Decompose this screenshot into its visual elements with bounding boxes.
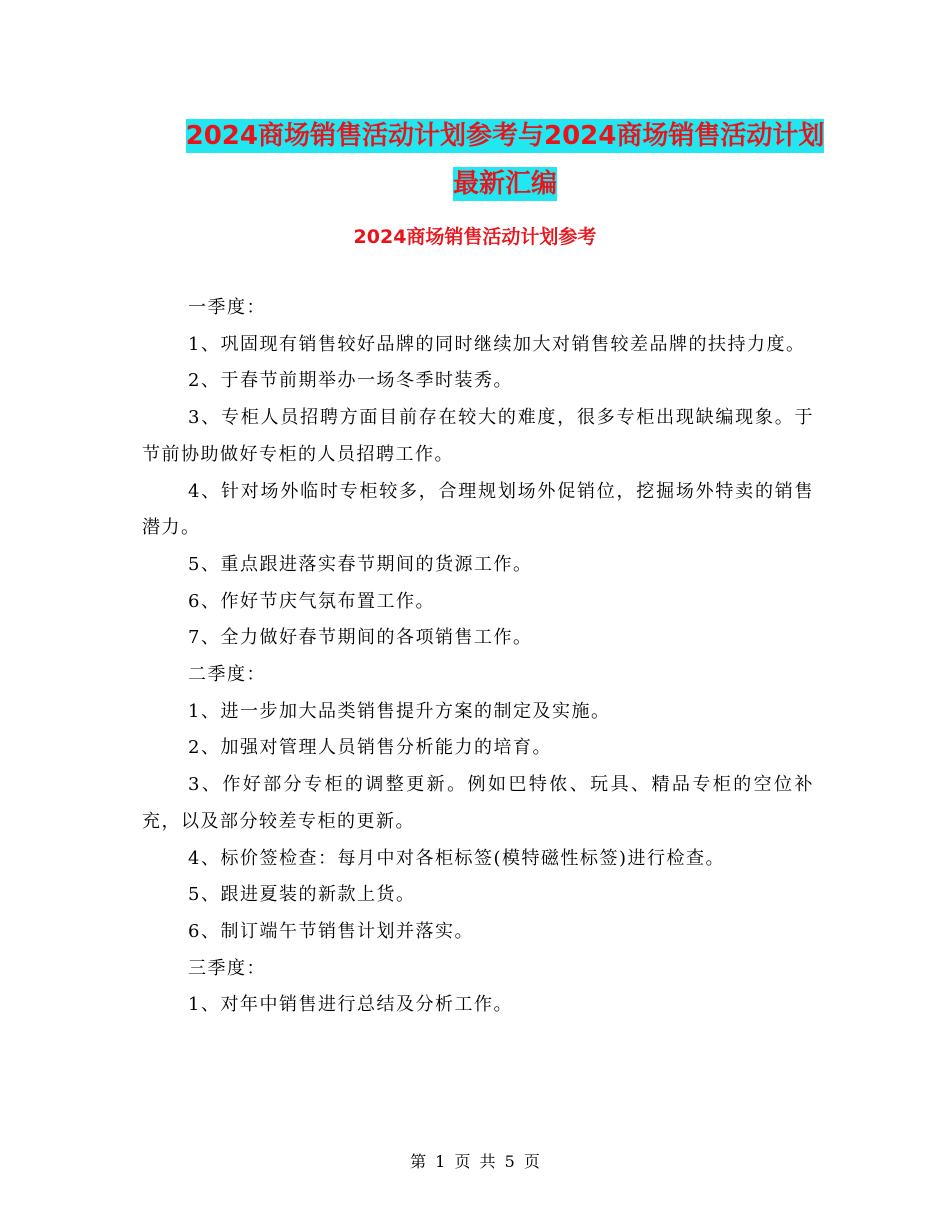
paragraph: 4、标价签检查：每月中对各柜标签(模特磁性标签)进行检查。	[188, 847, 725, 869]
section-title: 2024商场销售活动计划参考	[353, 226, 597, 248]
paragraph: 6、制订端午节销售计划并落实。	[188, 920, 474, 942]
paragraph: 一季度：	[188, 297, 266, 318]
document-title-line-2: 最新汇编	[452, 169, 557, 199]
paragraph: 1、对年中销售进行总结及分析工作。	[188, 994, 513, 1016]
paragraph: 6、作好节庆气氛布置工作。	[188, 590, 435, 612]
paragraph: 7、全力做好春节期间的各项销售工作。	[188, 627, 533, 649]
paragraph: 1、进一步加大品类销售提升方案的制定及实施。	[188, 700, 611, 722]
paragraph: 5、重点跟进落实春节期间的货源工作。	[188, 553, 533, 575]
paragraph: 1、巩固现有销售较好品牌的同时继续加大对销售较差品牌的扶持力度。	[188, 333, 806, 355]
document-title-line-1: 2024商场销售活动计划参考与2024商场销售活动计划	[185, 121, 825, 151]
page-footer: 第 1 页 共 5 页	[410, 1152, 540, 1171]
paragraph: 二季度：	[188, 664, 266, 686]
paragraph: 2、加强对管理人员销售分析能力的培育。	[188, 737, 552, 759]
paragraph: 三季度：	[188, 957, 266, 979]
paragraph: 2、于春节前期举办一场冬季时装秀。	[188, 370, 513, 392]
paragraph: 3、作好部分专柜的调整更新。例如巴特侬、玩具、精品专柜的空位补充，以及部分较差专柜的更新。	[142, 774, 814, 832]
document-body	[142, 290, 814, 1024]
paragraph: 4、针对场外临时专柜较多，合理规划场外促销位，挖掘场外特卖的销售潜力。	[142, 480, 814, 539]
paragraph: 3、专柜人员招聘方面目前存在较大的难度，很多专柜出现缺编现象。于节前协助做好专柜的人员招聘工作。	[142, 407, 814, 465]
document-title	[140, 112, 870, 208]
paragraph: 5、跟进夏装的新款上货。	[188, 884, 416, 906]
